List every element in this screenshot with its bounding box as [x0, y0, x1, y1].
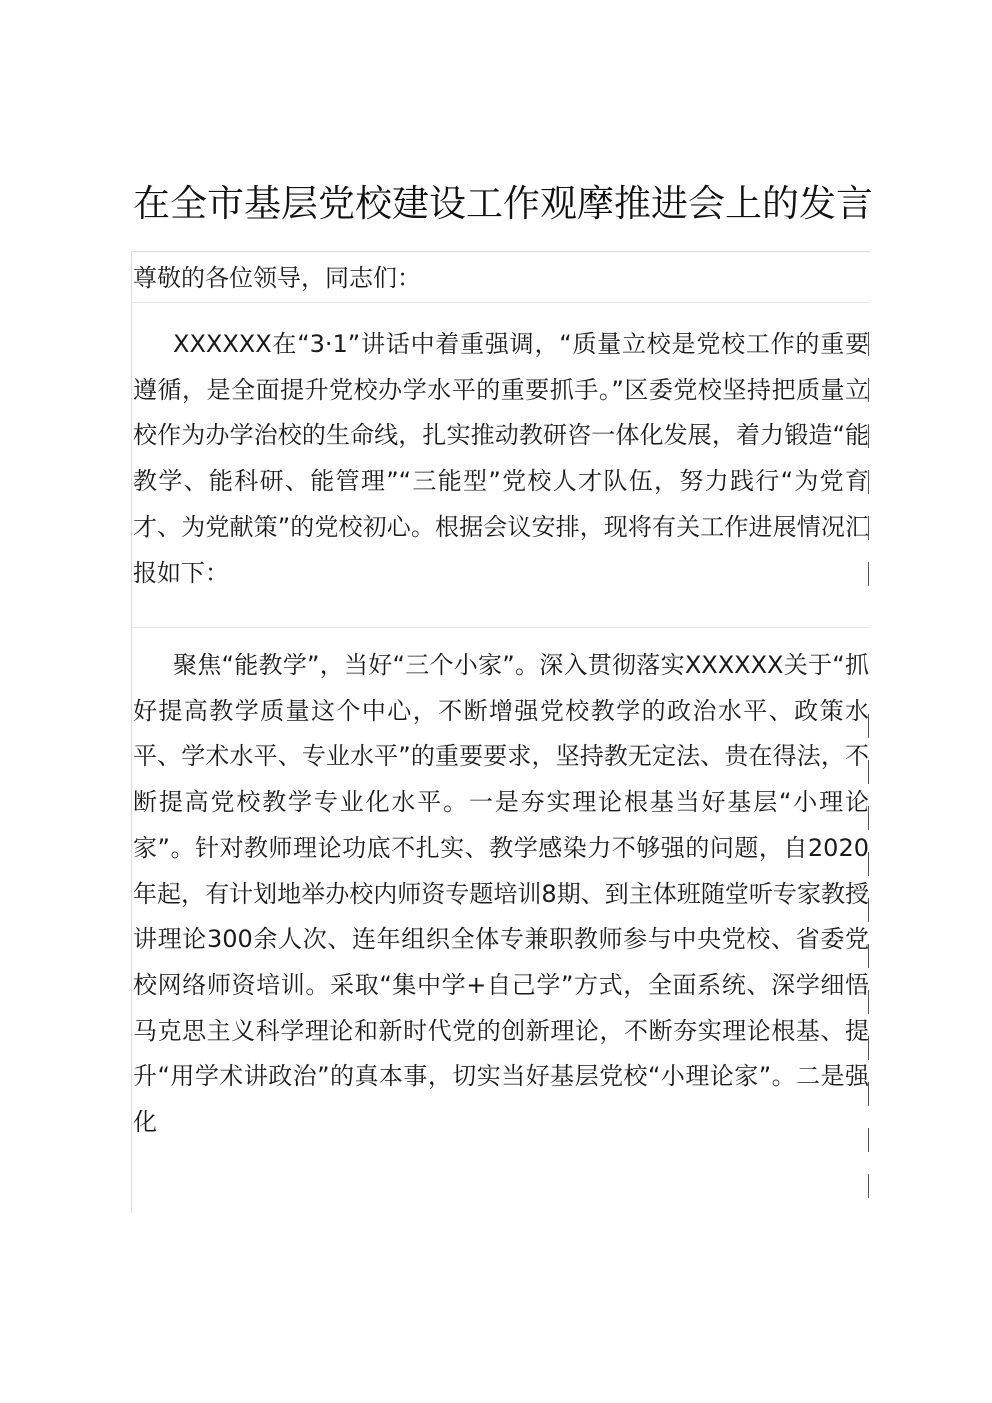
body-paragraph-1: XXXXXX在“3·1”讲话中着重强调，“质量立校是党校工作的重要遵循，是全面提升党校办学水平的重要抓手。”区委党校坚持把质量立校作为办学治校的生命线，扎实推动教研咨一体化发展，着力锻造“能教学、能科研、能管理”“三能型”党校人才队伍，努力践行“为党育才、为党献策”的党校初心。根据会议安排，现将有关工作进展情况汇报如下： [133, 330, 869, 587]
body-paragraph-2: 聚焦“能教学”，当好“三个小家”。深入贯彻落实XXXXXX关于“抓好提高教学质量这个中心，不断增强党校教学的政治水平、政策水平、学术水平、专业水平”的重要要求，坚持教无定法、贵在得法，不断提高党校教学专业化水平。一是夯实理论根基当好基层“小理论家”。针对教师理论功底不扎实、教学感染力不够强的问题，自2020年起，有计划地举办校内师资专题培训8期、到主体班随堂听专家教授讲理论300余人次、连年组织全体专兼职教师参与中央党校、省委党校网络师资培训。采取“集中学+自己学”方式，全面系统、深学细悟马克思主义科学理论和新时代党的创新理论，不断夯实理论根基、提升“用学术讲政治”的真本事，切实当好基层党校“小理论家”。二是强化 [133, 651, 869, 1137]
line-end-mark [868, 1174, 869, 1198]
paragraph-separator [131, 302, 870, 303]
frame-top-border [131, 251, 870, 252]
greeting: 尊敬的各位领导，同志们： [133, 264, 421, 292]
frame-left-border [131, 251, 132, 1213]
paragraph-separator [131, 627, 870, 628]
document-title: 在全市基层党校建设工作观摩推进会上的发言 [133, 182, 873, 225]
